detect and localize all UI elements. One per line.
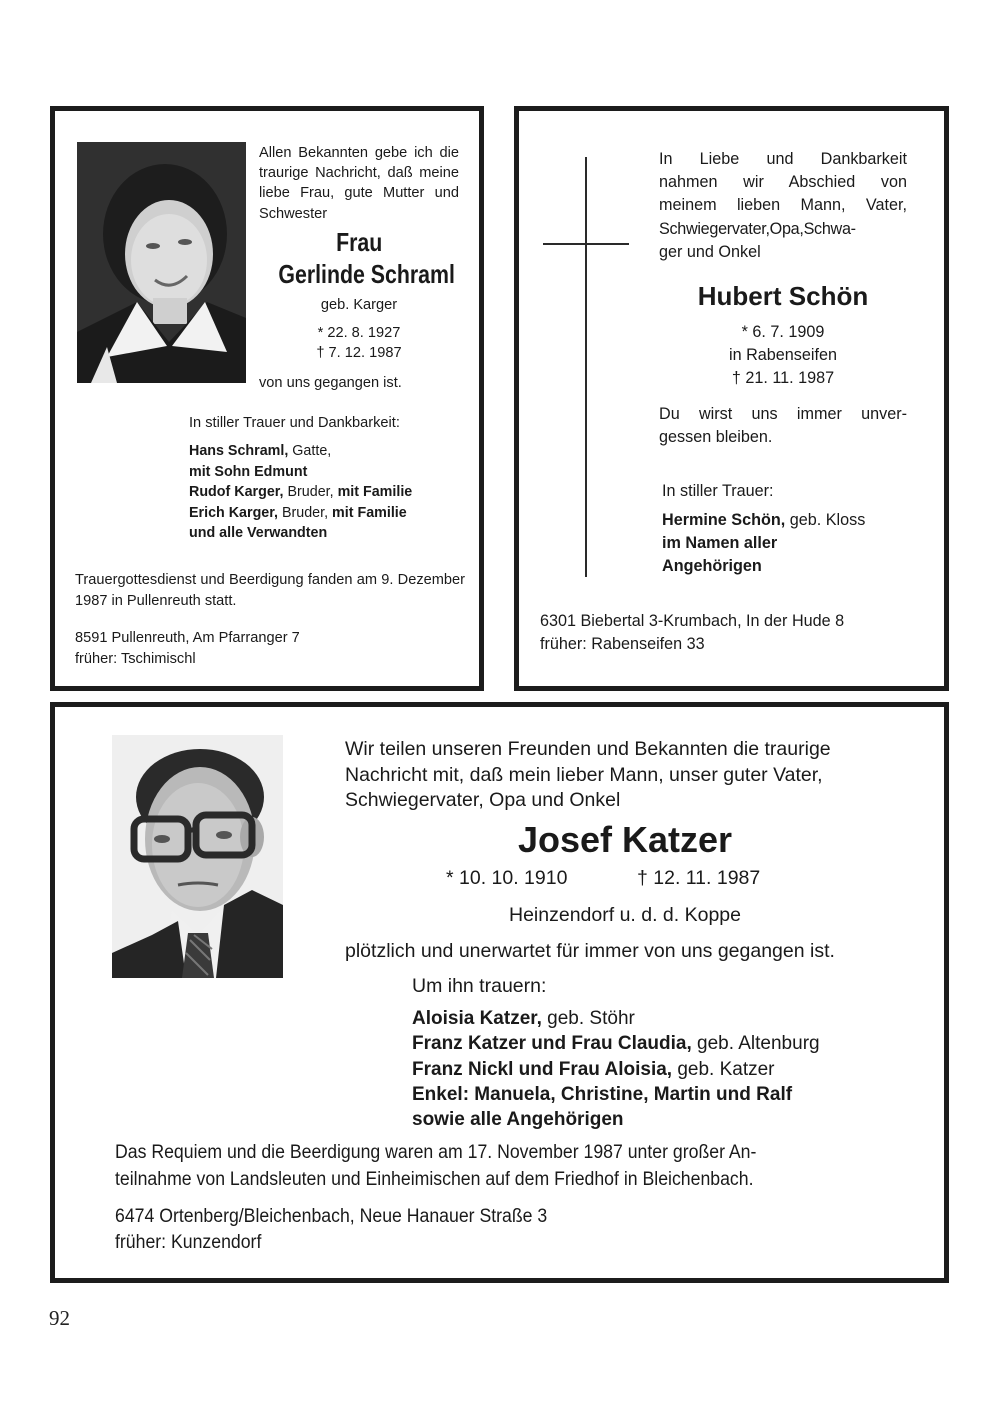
obituary-schoen bbox=[514, 106, 949, 691]
mourner-line: Erich Karger, Bruder, mit Familie bbox=[189, 504, 407, 521]
mourners-list bbox=[412, 1006, 932, 1132]
deceased-name-text: Gerlinde Schraml bbox=[278, 259, 455, 289]
mourners-heading: In stiller Trauer und Dankbarkeit: bbox=[189, 415, 400, 431]
address: 8591 Pullenreuth, Am Pfarranger 7 bbox=[75, 630, 300, 646]
portrait-woman-icon bbox=[77, 142, 246, 383]
intro-line: Nachricht mit, daß mein lieber Mann, unser guter Vater, bbox=[345, 763, 823, 786]
mourner-line: Hans Schraml, Gatte, bbox=[189, 443, 332, 459]
title-prefix bbox=[259, 229, 459, 255]
mourner-line: Aloisia Katzer, geb. Stöhr bbox=[412, 1008, 635, 1029]
death-date: † 7. 12. 1987 bbox=[316, 345, 402, 361]
deceased-name bbox=[259, 261, 459, 287]
intro-line: Wir teilen unseren Freunden und Bekannten die traurige bbox=[345, 738, 831, 760]
cross-horizontal-bar bbox=[543, 243, 629, 245]
mourners-list bbox=[189, 441, 489, 544]
deceased-name: Hubert Schön bbox=[697, 281, 869, 311]
notice-intro bbox=[345, 737, 905, 814]
page-number: 92 bbox=[49, 1306, 70, 1330]
birth-date: * 10. 10. 1910 bbox=[446, 867, 568, 889]
mourner-line: sowie alle Angehörigen bbox=[412, 1109, 624, 1131]
birthplace: Heinzendorf u. d. d. Koppe bbox=[509, 904, 741, 926]
birth-date: * 22. 8. 1927 bbox=[317, 325, 401, 341]
former-residence: früher: Tschimischl bbox=[75, 651, 196, 667]
mourners-heading: Um ihn trauern: bbox=[412, 975, 547, 997]
cross-vertical-bar bbox=[585, 157, 587, 577]
mourner-line: Angehörigen bbox=[662, 557, 762, 576]
portrait-photo-man bbox=[112, 735, 283, 978]
address-block bbox=[115, 1203, 895, 1255]
remembrance-line: gessen bleiben. bbox=[659, 428, 773, 447]
closing-text: plötzlich und unerwartet für immer von uns gegangen ist. bbox=[345, 940, 835, 962]
intro-line: meinem lieben Mann, Vater, bbox=[659, 196, 907, 215]
service-line: teilnahme von Landsleuten und Einheimischen auf dem Friedhof in Bleichenbach. bbox=[115, 1169, 754, 1190]
mourner-line: und alle Verwandten bbox=[189, 525, 328, 541]
obituary-katzer bbox=[50, 702, 949, 1283]
service-line: Das Requiem und die Beerdigung waren am 17. November 1987 unter großer An- bbox=[115, 1142, 757, 1163]
maiden-name: geb. Karger bbox=[320, 297, 398, 313]
obituary-schraml bbox=[50, 106, 484, 691]
service-info: Trauergottesdienst und Beerdigung fanden am 9. Dezember 1987 in Pullenreuth statt. bbox=[75, 572, 465, 609]
intro-line: Schwiegervater,Opa,Schwa- bbox=[659, 219, 856, 238]
intro-line: nahmen wir Abschied von bbox=[659, 173, 907, 192]
notice-intro: Allen Bekannten gebe ich die traurige Nachricht, daß meine liebe Frau, gute Mutter und Schwester bbox=[259, 145, 459, 222]
remembrance-line: Du wirst uns immer unver- bbox=[659, 405, 907, 423]
death-date: † 12. 11. 1987 bbox=[637, 867, 761, 889]
mourner-line: im Namen aller bbox=[662, 534, 778, 553]
former-residence: früher: Rabenseifen 33 bbox=[540, 635, 705, 653]
death-date: † 21. 11. 1987 bbox=[731, 369, 835, 387]
mourners-heading: In stiller Trauer: bbox=[662, 482, 774, 500]
address: 6474 Ortenberg/Bleichenbach, Neue Hanauer Straße 3 bbox=[115, 1206, 548, 1227]
mourner-line: Enkel: Manuela, Christine, Martin und Ralf bbox=[412, 1083, 793, 1105]
mourners-list bbox=[662, 509, 910, 579]
intro-line: ger und Onkel bbox=[659, 242, 761, 261]
former-residence: früher: Kunzendorf bbox=[115, 1232, 262, 1253]
intro-line: In Liebe und Dankbarkeit bbox=[659, 150, 907, 168]
closing-text: von uns gegangen ist. bbox=[259, 375, 402, 391]
title-prefix-text: Frau bbox=[335, 227, 383, 257]
mourner-line: mit Sohn Edmunt bbox=[189, 463, 308, 480]
birthplace: in Rabenseifen bbox=[729, 346, 837, 364]
intro-line: Schwiegervater, Opa und Onkel bbox=[345, 789, 621, 811]
mourner-line: Hermine Schön, geb. Kloss bbox=[662, 511, 866, 529]
portrait-man-icon bbox=[112, 735, 283, 978]
portrait-photo-woman bbox=[77, 142, 246, 383]
mourner-line: Rudof Karger, Bruder, mit Familie bbox=[189, 484, 413, 500]
notice-intro bbox=[659, 148, 907, 264]
deceased-name: Josef Katzer bbox=[517, 819, 733, 860]
mourner-line: Franz Nickl und Frau Aloisia, geb. Katzer bbox=[412, 1058, 775, 1080]
mourner-line: Franz Katzer und Frau Claudia, geb. Altenburg bbox=[412, 1033, 820, 1055]
service-info bbox=[115, 1139, 895, 1193]
birth-date: * 6. 7. 1909 bbox=[741, 323, 825, 341]
remembrance-text bbox=[659, 403, 907, 449]
address: 6301 Biebertal 3-Krumbach, In der Hude 8 bbox=[540, 612, 845, 630]
